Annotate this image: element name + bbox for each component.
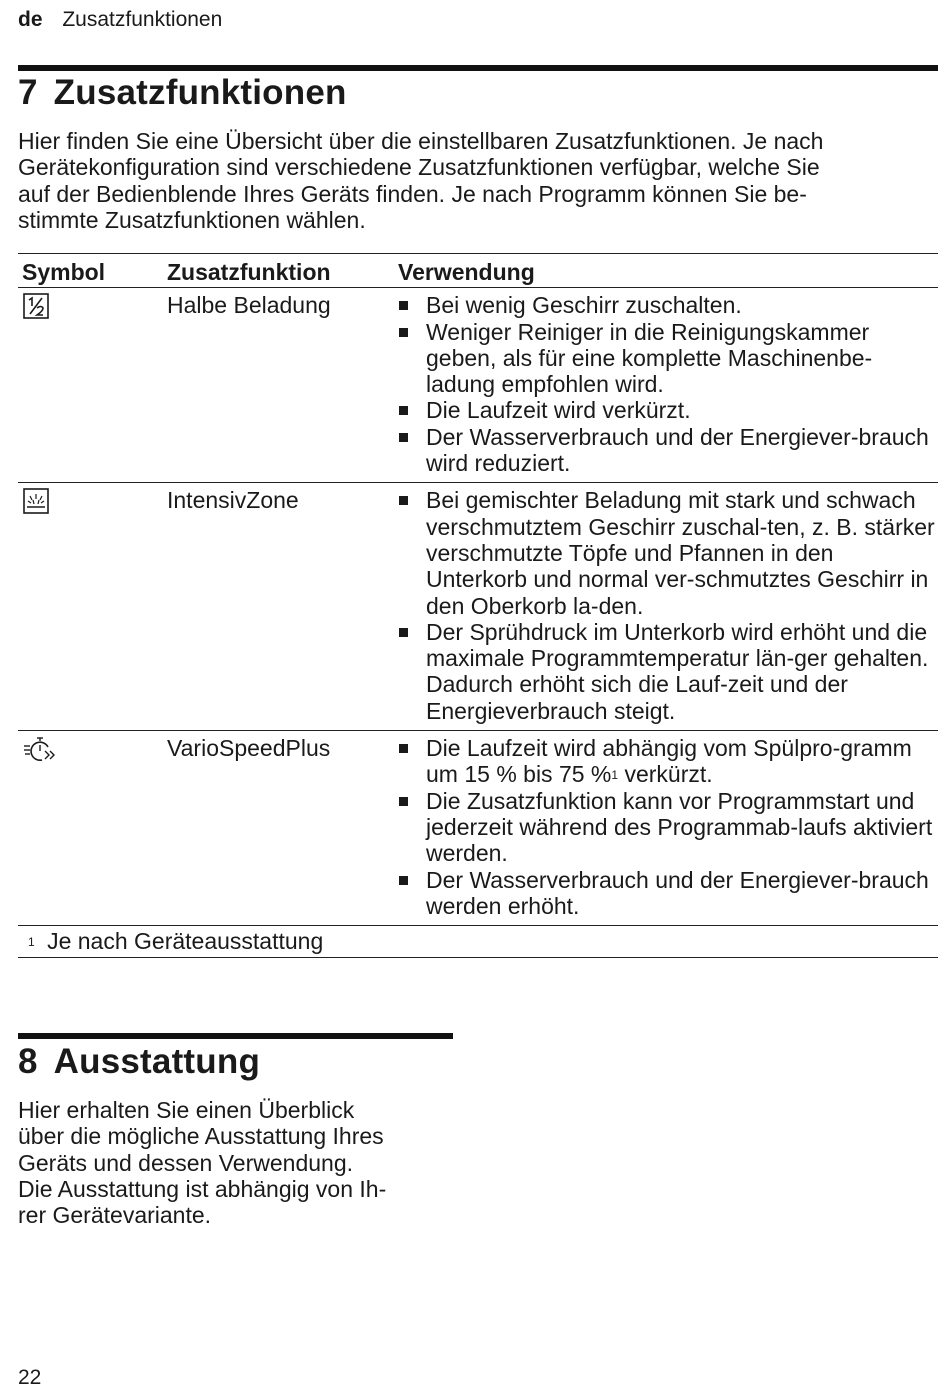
footnote-mark: 1: [28, 935, 35, 950]
table-row: [18, 288, 938, 483]
column-header-function: Zusatzfunktion: [167, 254, 398, 288]
additional-functions-table: [18, 253, 938, 958]
table-row: [18, 483, 938, 731]
footnote-mark: 1: [611, 768, 619, 783]
intro-line: Hier erhalten Sie einen Überblick: [18, 1097, 355, 1123]
section-8-number: 8: [18, 1042, 38, 1081]
usage-item: Weniger Reiniger in die Reinigungskammer geben, als für eine komplette Maschinenbe-ladung empfohlen wird.: [398, 319, 938, 398]
function-name: IntensivZone: [167, 483, 398, 731]
intro-line: auf der Bedienblende Ihres Geräts finden. Je nach Programm können Sie be-: [18, 180, 807, 207]
footnote-text: Je nach Geräteausstattung: [47, 928, 324, 955]
running-header: [18, 8, 222, 32]
half-load-icon: [22, 292, 58, 322]
symbol-cell: [18, 483, 167, 731]
usage-item: Die Laufzeit wird verkürzt.: [398, 397, 938, 423]
section-8-rule: [18, 1033, 453, 1039]
intro-line: Geräts und dessen Verwendung.: [18, 1149, 354, 1176]
symbol-cell: [18, 731, 167, 926]
section-7-rule: [18, 65, 938, 71]
function-name: Halbe Beladung: [167, 288, 398, 483]
section-7-intro: [18, 128, 823, 233]
usage-cell: [398, 288, 938, 483]
intro-line: Gerätekonfiguration sind verschiedene Zusatzfunktionen verfügbar, welche Sie: [18, 154, 820, 181]
vario-speed-icon: [22, 735, 58, 765]
usage-cell: [398, 731, 938, 926]
usage-item-text: Die Laufzeit wird abhängig vom Spülpro-gramm um 15 % bis 75 %: [426, 735, 912, 788]
usage-item: Bei wenig Geschirr zuschalten.: [398, 292, 938, 318]
intro-line: stimmte Zusatzfunktionen wählen.: [18, 206, 366, 233]
section-8-intro: [18, 1097, 386, 1228]
language-code: de: [18, 8, 43, 31]
intro-line: Hier finden Sie eine Übersicht über die einstellbaren Zusatzfunktionen. Je nach: [18, 128, 824, 154]
usage-item: Die Zusatzfunktion kann vor Programmstart und jederzeit während des Programmab-laufs aktiviert werden.: [398, 788, 938, 867]
usage-item: [398, 735, 938, 788]
intro-line: Die Ausstattung ist abhängig von Ih-: [18, 1175, 387, 1202]
section-8-title: Ausstattung: [53, 1042, 261, 1081]
section-7-heading: [18, 73, 347, 113]
section-7-number: 7: [18, 73, 38, 112]
usage-item-suffix: verkürzt.: [618, 761, 713, 788]
usage-cell: [398, 483, 938, 731]
table-footnote-row: [18, 926, 938, 958]
table-row: [18, 731, 938, 926]
usage-item: Bei gemischter Beladung mit stark und schwach verschmutztem Geschirr zuschal-ten, z. B. stärker verschmutzte Töpfe und Pfannen in den Unterkorb und normal ver-schmutztes Geschirr in den Oberkorb la-den.: [398, 487, 938, 618]
intro-line: über die mögliche Ausstattung Ihres: [18, 1123, 384, 1150]
usage-item: Der Sprühdruck im Unterkorb wird erhöht und die maximale Programmtemperatur län-ger gehalten. Dadurch erhöht sich die Lauf-zeit und der Energieverbrauch steigt.: [398, 619, 938, 724]
function-name: VarioSpeedPlus: [167, 731, 398, 926]
intensive-zone-icon: [22, 487, 58, 517]
page-number: 22: [18, 1366, 42, 1389]
table-footnote: [18, 926, 938, 958]
section-7-title: Zusatzfunktionen: [53, 73, 347, 112]
intro-line: rer Gerätevariante.: [18, 1202, 212, 1229]
usage-item: Der Wasserverbrauch und der Energiever-brauch werden erhöht.: [398, 867, 938, 920]
header-section-title: Zusatzfunktionen: [62, 8, 223, 31]
usage-item: Der Wasserverbrauch und der Energiever-brauch wird reduziert.: [398, 424, 938, 477]
section-8-heading: [18, 1042, 260, 1082]
column-header-usage: Verwendung: [398, 254, 938, 288]
symbol-cell: [18, 288, 167, 483]
table-header-row: [18, 254, 938, 288]
column-header-symbol: Symbol: [18, 254, 167, 288]
